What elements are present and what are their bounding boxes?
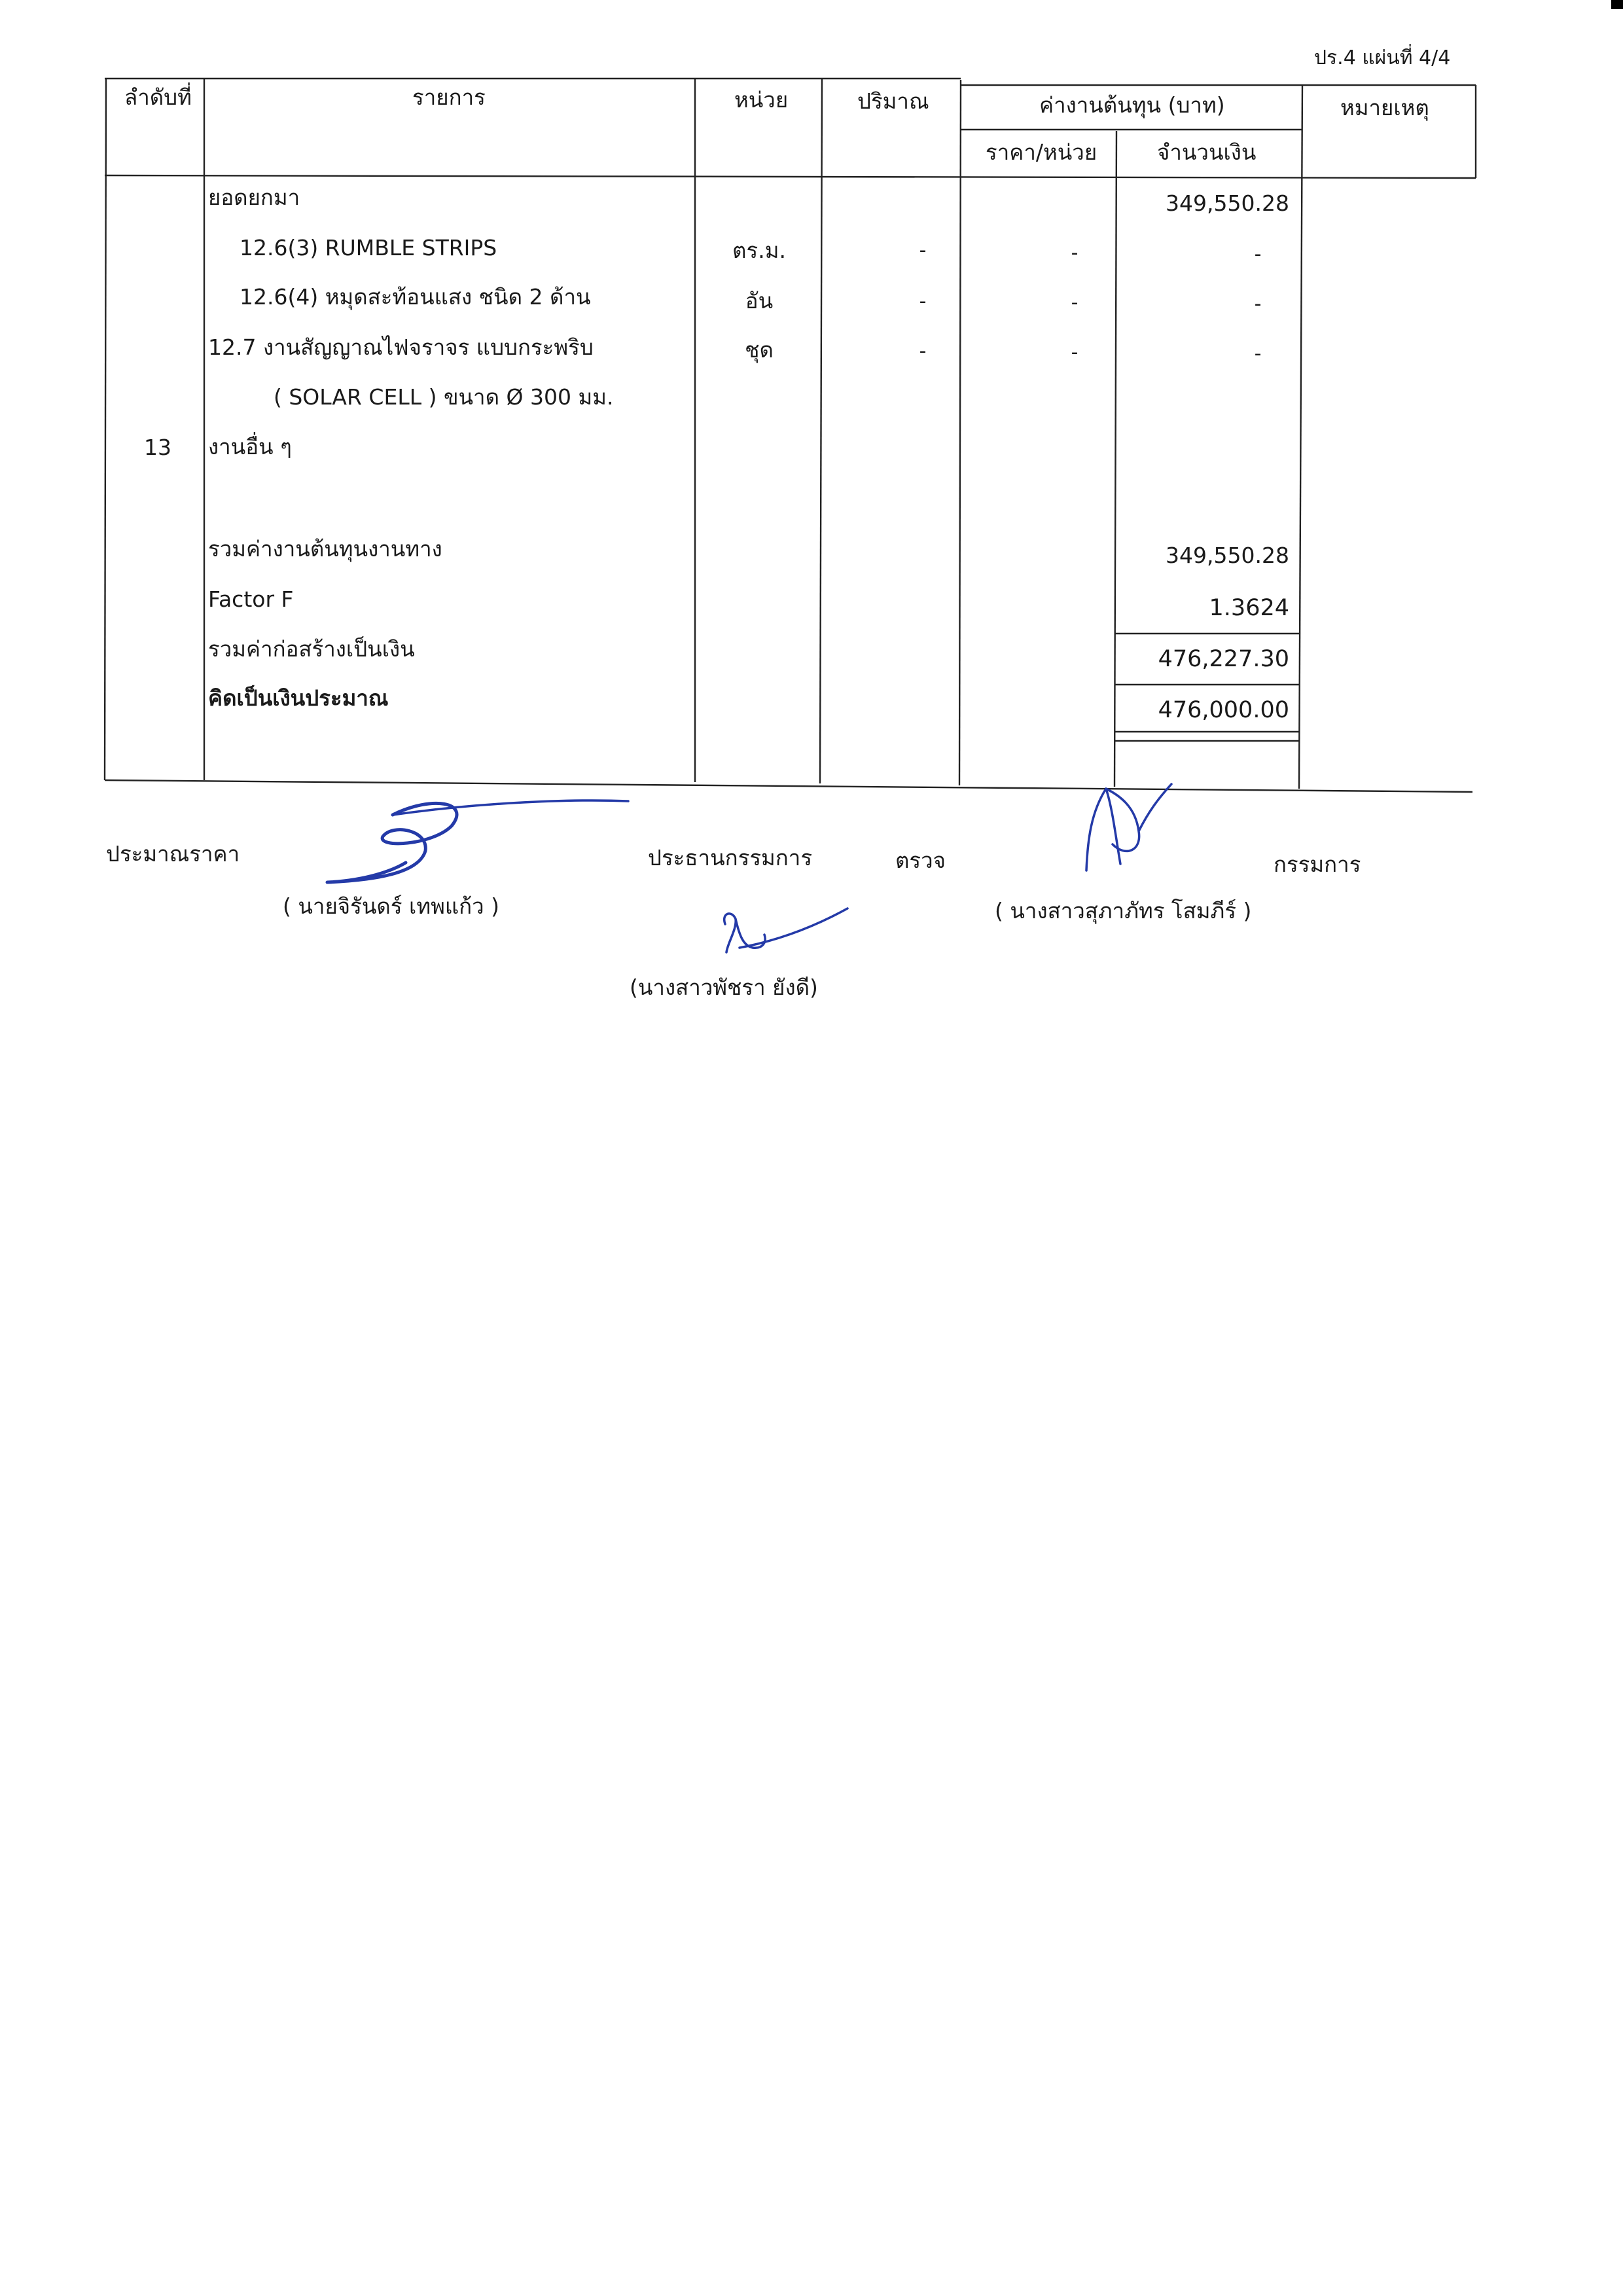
row-amount: - [1254, 293, 1262, 315]
row-unit: ตร.ม. [732, 238, 786, 263]
estimator-name: ( นายจิรันดร์ เทพแก้ว ) [283, 893, 499, 919]
summary-value: 476,000.00 [1158, 697, 1289, 723]
row-seq: 13 [144, 435, 171, 460]
header-seq: ลำดับที่ [124, 84, 192, 110]
header-unit: หน่วย [734, 87, 789, 113]
row-item: 12.6(3) RUMBLE STRIPS [240, 235, 497, 260]
summary-label: คิดเป็นเงินประมาณ [208, 685, 389, 711]
row-qty: - [919, 239, 927, 262]
row-item: 12.7 งานสัญญาณไฟจราจร แบบกระพริบ [208, 334, 594, 360]
row-item: ยอดยกมา [208, 185, 300, 210]
header-price-per-unit: ราคา/หน่วย [986, 139, 1097, 165]
member-role: กรรมการ [1274, 852, 1361, 877]
row-price: - [1071, 341, 1079, 364]
header-amount: จำนวนเงิน [1157, 139, 1257, 165]
row-amount: 349,550.28 [1166, 190, 1289, 216]
row-price: - [1071, 291, 1079, 314]
chair-role: ประธานกรรมการ [648, 845, 813, 870]
header-remark: หมายเหตุ [1340, 95, 1429, 120]
summary-label: Factor F [208, 586, 294, 612]
summary-label: รวมค่าก่อสร้างเป็นเงิน [208, 636, 415, 662]
summary-value: 349,550.28 [1166, 543, 1289, 568]
summary-value: 476,227.30 [1158, 646, 1289, 672]
row-item: 12.6(4) หมุดสะท้อนแสง ชนิด 2 ด้าน [240, 284, 591, 310]
row-qty: - [919, 340, 927, 363]
third-name: (นางสาวพัชรา ยังดี) [630, 975, 818, 1000]
row-qty: - [919, 290, 927, 313]
signatures-drawing [0, 0, 1623, 1047]
estimator-role: ประมาณราคา [106, 841, 240, 867]
row-item: ( SOLAR CELL ) ขนาด Ø 300 มม. [274, 384, 614, 410]
row-amount: - [1254, 243, 1262, 266]
header-item: รายการ [412, 84, 486, 110]
row-amount: - [1254, 342, 1262, 365]
row-price: - [1071, 242, 1079, 264]
row-unit: ชุด [745, 337, 774, 363]
row-unit: อัน [745, 288, 774, 314]
member-name: ( นางสาวสุภาภัทร โสมภีร์ ) [995, 898, 1252, 924]
summary-label: รวมค่างานต้นทุนงานทาง [208, 536, 442, 562]
member-signature [1086, 784, 1171, 870]
third-signature [724, 908, 847, 952]
row-item: งานอื่น ๆ [208, 434, 292, 459]
check-label: ตรวจ [895, 848, 946, 873]
page-reference: ปร.4 แผ่นที่ 4/4 [1314, 46, 1451, 69]
header-qty: ปริมาณ [857, 88, 929, 114]
header-cost: ค่างานต้นทุน (บาท) [1039, 92, 1225, 118]
summary-value: 1.3624 [1209, 595, 1289, 621]
